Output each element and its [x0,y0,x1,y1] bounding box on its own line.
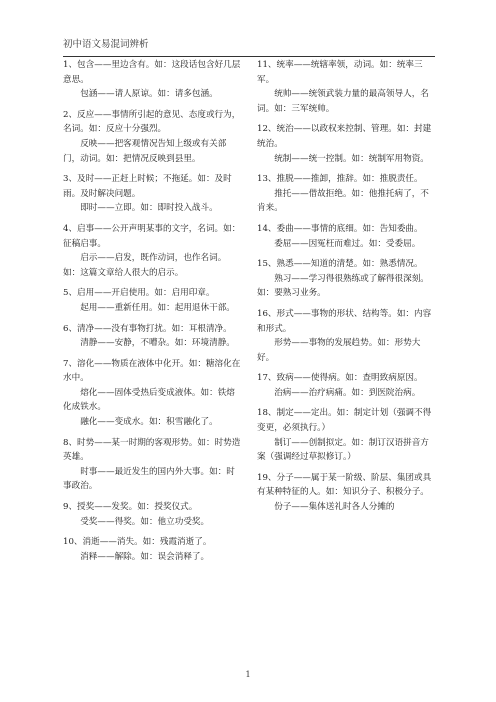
word-pair-entry [257,307,435,365]
word-pair-entry [63,357,243,430]
page-number: 1 [245,670,251,679]
entry-main-definition: 11、统率——统辖率领，动词。如：统率三军。 [257,60,423,85]
word-pair-entry [257,257,435,301]
entry-main-definition: 7、溶化——物质在液体中化开。如：糖溶化在水中。 [63,358,241,384]
word-pair-entry [257,471,435,515]
entry-main-definition: 14、委曲——事情的底细。如：告知委曲。 [257,223,423,234]
entry-contrast-definition: 熟习——学习得很熟练或了解得很深刻。如：要熟习业务。 [257,273,429,299]
word-pair-entry [63,222,243,280]
entry-contrast-definition: 消释——解除。如：误会消释了。 [80,551,210,562]
entry-contrast-definition: 形势——事物的发展趋势。如：形势大好。 [257,338,421,363]
entry-main-definition: 2、反应——事情所引起的意见、态度或行为，名词。如：反应十分强烈。 [63,109,241,135]
entry-main-definition: 4、启事——公开声明某事的文字，名词。如：征稿启事。 [63,223,241,249]
word-pair-entry [63,500,243,529]
entry-main-definition: 9、授奖——发奖。如：授奖仪式。 [63,502,198,513]
entry-main-definition: 8、时势——某一时期的客观形势。如：时势造英雄。 [63,437,241,463]
entry-main-definition: 1、包含——里边含有。如：这段话包含好几层意思。 [63,60,241,85]
entry-main-definition: 3、及时——正赶上时候；不拖延。如：及时雨。及时解决问题。 [63,174,232,199]
entry-contrast-definition: 即时——立即。如：即时投入战斗。 [80,203,218,214]
word-pair-entry [257,222,435,251]
right-column [257,58,435,521]
entry-main-definition: 12、统治——以政权来控制、管理。如：封建统治。 [257,124,432,149]
word-pair-entry [257,122,435,166]
word-pair-entry [63,535,243,564]
entry-main-definition: 19、分子——属于某一阶级、阶层、集团或具有某种特征的人。如：知识分子、积极分子。 [257,472,432,498]
entry-main-definition: 5、启用——开启使用。如：启用印章。 [63,288,215,299]
word-pair-entry [257,406,435,464]
entry-main-definition: 15、熟悉——知道的清楚。如：熟悉情况。 [257,259,423,270]
entry-main-definition: 13、推脱——推卸，推辞。如：推脱责任。 [257,174,423,185]
entry-contrast-definition: 推托——借故拒绝。如：他推托病了，不肯来。 [257,188,429,214]
entry-contrast-definition: 起用——重新任用。如：起用退休干部。 [80,302,235,313]
entry-contrast-definition: 委屈——因冤枉而难过。如：受委屈。 [274,238,421,249]
header-rule [63,56,435,57]
word-pair-entry [63,108,243,166]
entry-main-definition: 16、形式——事物的形状、结构等。如：内容和形式。 [257,308,432,334]
entry-main-definition: 17、致病——使得病。如：查明致病原因。 [257,373,423,384]
entry-contrast-definition: 治病——治疗病痛。如：到医院治病。 [274,387,421,398]
entry-contrast-definition: 包涵——请人原谅。如：请多包涵。 [80,89,218,100]
entry-contrast-definition: 融化——变成水。如：积雪融化了。 [80,417,218,428]
word-pair-entry [257,371,435,400]
entry-main-definition: 10、消逝——消失。如：残霞消逝了。 [63,537,212,548]
entry-contrast-definition: 份子——集体送礼时各人分摊的 [274,502,395,513]
entry-contrast-definition: 统制——统一控制。如：统制军用物资。 [274,153,429,164]
entry-contrast-definition: 清静——安静，不嘈杂。如：环境清静。 [80,338,235,349]
entry-main-definition: 6、清净——没有事物打扰。如：耳根清净。 [63,323,232,334]
entry-contrast-definition: 制订——创制拟定。如：制订汉语拼音方案（强调经过草拟修订。） [257,437,429,463]
entry-contrast-definition: 熔化——固体受热后变成液体。如：铁熔化成铁水。 [63,387,235,413]
word-pair-entry [257,58,435,116]
entry-contrast-definition: 受奖——得奖。如：他立功受奖。 [80,516,210,527]
entry-main-definition: 18、制定——定出。如：制定计划（强调不得变更，必须执行。） [257,408,432,434]
word-pair-entry [63,322,243,351]
entry-contrast-definition: 反映——把客观情况告知上级或有关部门，动词。如：把情况反映到县里。 [63,138,227,164]
entry-contrast-definition: 启示——启发，既作动词，也作名词。如：这篇文章给人很大的启示。 [63,253,227,278]
left-column [63,58,243,570]
word-pair-entry [63,172,243,216]
entry-contrast-definition: 时事——最近发生的国内外大事。如：时事政治。 [63,466,235,492]
entry-contrast-definition: 统帅——统领武装力量的最高领导人，名词。如：三军统帅。 [257,89,429,114]
word-pair-entry [257,172,435,216]
word-pair-entry [63,286,243,315]
header-title: 初中语文易混词辨析 [63,39,149,50]
word-pair-entry [63,436,243,494]
word-pair-entry [63,58,243,102]
